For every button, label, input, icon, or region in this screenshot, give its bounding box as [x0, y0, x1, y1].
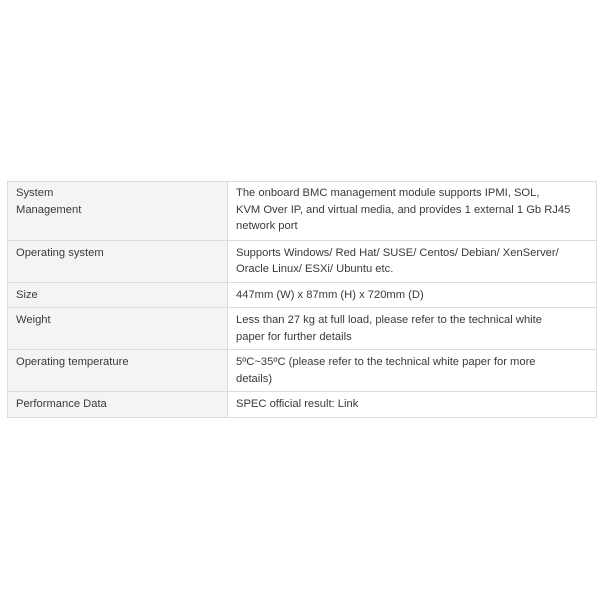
spec-label-operating-system: Operating system [8, 240, 228, 282]
spec-label-system-management: System Management [8, 182, 228, 241]
table-row [8, 240, 597, 282]
spec-value-operating-temperature: 5ºC~35ºC (please refer to the technical white paper for more details) [228, 350, 597, 392]
spec-label-size: Size [8, 282, 228, 308]
table-row [8, 350, 597, 392]
table-row [8, 282, 597, 308]
spec-value-size: 447mm (W) x 87mm (H) x 720mm (D) [228, 282, 597, 308]
spec-label-weight: Weight [8, 308, 228, 350]
table-row [8, 182, 597, 241]
spec-value-performance-data: SPEC official result: Link [228, 392, 597, 418]
spec-label-operating-temperature: Operating temperature [8, 350, 228, 392]
spec-value-system-management: The onboard BMC management module supports IPMI, SOL, KVM Over IP, and virtual media, and provides 1 external 1 Gb RJ45 network port [228, 182, 597, 241]
spec-label-performance-data: Performance Data [8, 392, 228, 418]
table-row [8, 392, 597, 418]
spec-value-weight: Less than 27 kg at full load, please refer to the technical white paper for further details [228, 308, 597, 350]
spec-value-operating-system: Supports Windows/ Red Hat/ SUSE/ Centos/ Debian/ XenServer/ Oracle Linux/ ESXi/ Ubuntu etc. [228, 240, 597, 282]
table-row [8, 308, 597, 350]
spec-table [7, 181, 597, 418]
